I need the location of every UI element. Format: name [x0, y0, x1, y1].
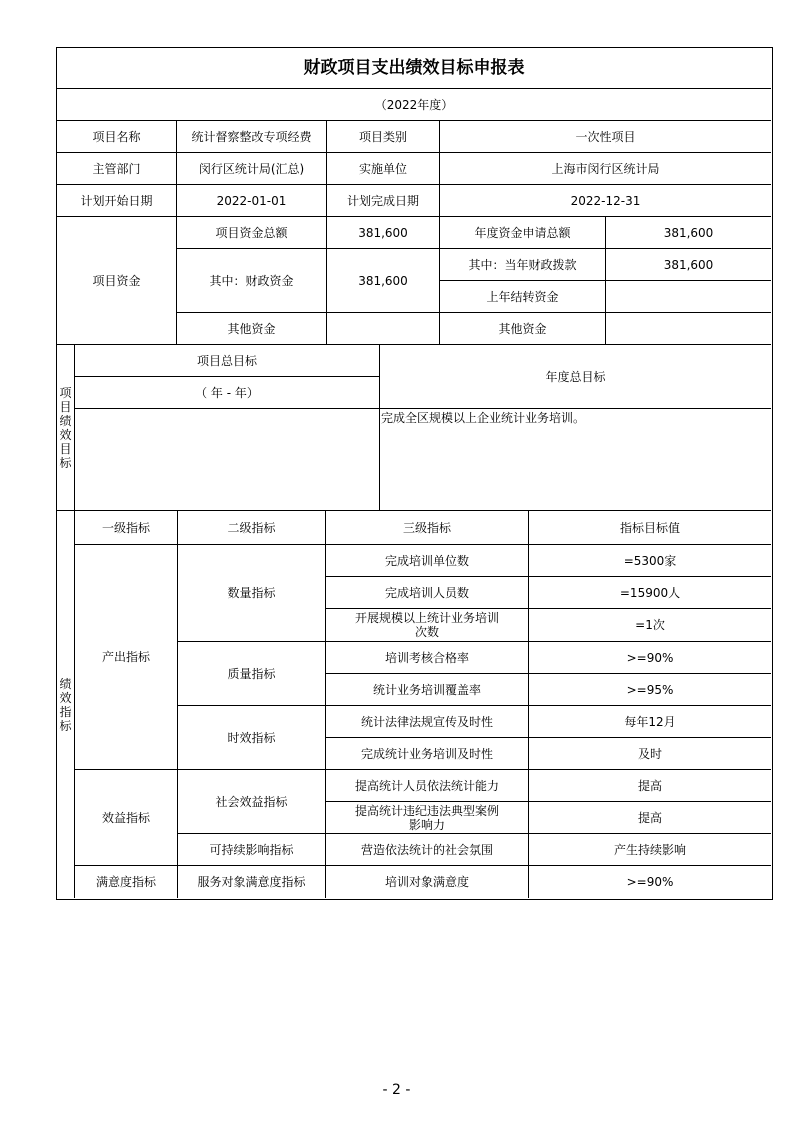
level2-sustainable: 可持续影响指标 [178, 834, 326, 866]
indicator-name: 完成统计业务培训及时性 [326, 738, 529, 770]
indicator-value: 每年12月 [529, 706, 771, 738]
funds-total-label: 项目资金总额 [177, 217, 327, 249]
indicator-value: =5300家 [529, 545, 771, 577]
goal-period: （ 年 - 年） [75, 377, 380, 409]
indicator-name: 完成培训人员数 [326, 577, 529, 609]
indicator-name: 营造依法统计的社会氛围 [326, 834, 529, 866]
indicator-name: 统计法律法规宣传及时性 [326, 706, 529, 738]
funds-carry-value [606, 281, 771, 313]
indicator-name: 统计业务培训覆盖率 [326, 674, 529, 706]
indicator-name: 提高统计人员依法统计能力 [326, 770, 529, 802]
dept-value: 闵行区统计局(汇总) [177, 153, 327, 185]
indicator-value: =1次 [529, 609, 771, 642]
unit-value: 上海市闵行区统计局 [440, 153, 771, 185]
annual-goal-label: 年度总目标 [380, 345, 771, 409]
funds-fiscal-value: 381,600 [327, 249, 440, 313]
start-date-value: 2022-01-01 [177, 185, 327, 217]
unit-label: 实施单位 [327, 153, 440, 185]
level2-service-satisfaction: 服务对象满意度指标 [178, 866, 326, 898]
goals-side-char: 标 [59, 455, 72, 470]
indicator-name: 提高统计违纪违法典型案例影响力 [326, 802, 529, 834]
form-year: （2022年度） [57, 89, 771, 121]
overall-goal-text [75, 409, 380, 511]
funds-other2-value [606, 313, 771, 345]
start-date-label: 计划开始日期 [57, 185, 177, 217]
funds-annual-label: 年度资金申请总额 [440, 217, 606, 249]
level1-satisfaction: 满意度指标 [75, 866, 178, 898]
indicator-value: >=90% [529, 642, 771, 674]
level1-output: 产出指标 [75, 545, 178, 770]
indicator-value: 提高 [529, 802, 771, 834]
indicators-side-label [57, 511, 75, 898]
level2-quality: 质量指标 [178, 642, 326, 706]
header-target: 指标目标值 [529, 511, 771, 545]
funds-other-value [327, 313, 440, 345]
indicator-name: 培训对象满意度 [326, 866, 529, 898]
form-title: 财政项目支出绩效目标申报表 [57, 48, 771, 89]
indicator-name: 培训考核合格率 [326, 642, 529, 674]
dept-label: 主管部门 [57, 153, 177, 185]
indicator-value: =15900人 [529, 577, 771, 609]
indicators-side-char: 绩 [59, 676, 72, 691]
project-name-value: 统计督察整改专项经费 [177, 121, 327, 153]
performance-goal-form [56, 47, 773, 900]
indicator-value: >=90% [626, 875, 674, 889]
goals-side-char: 目 [59, 441, 72, 456]
goals-side-char: 效 [59, 427, 72, 442]
header-level3: 三级指标 [326, 511, 529, 545]
indicator-name: 完成培训单位数 [326, 545, 529, 577]
header-level1: 一级指标 [75, 511, 178, 545]
goals-side-label [57, 345, 75, 511]
indicators-side-char: 标 [59, 718, 72, 733]
indicators-side-char: 指 [59, 704, 72, 719]
page-number: - 2 - [382, 1082, 411, 1098]
level2-social: 社会效益指标 [178, 770, 326, 834]
level2-timeliness: 时效指标 [178, 706, 326, 770]
indicator-value: 产生持续影响 [529, 834, 771, 866]
indicators-side-char: 效 [59, 690, 72, 705]
end-date-value: 2022-12-31 [440, 185, 771, 217]
funds-fiscal-label: 其中：财政资金 [177, 249, 327, 313]
funds-other2-label: 其他资金 [440, 313, 606, 345]
funds-label: 项目资金 [57, 217, 177, 345]
project-type-value: 一次性项目 [440, 121, 771, 153]
indicator-value: 提高 [529, 770, 771, 802]
funds-total-value: 381,600 [327, 217, 440, 249]
overall-goal-label: 项目总目标 [75, 345, 380, 377]
project-type-label: 项目类别 [327, 121, 440, 153]
goals-side-char: 项 [59, 385, 72, 400]
project-name-label: 项目名称 [57, 121, 177, 153]
funds-current-label: 其中：当年财政拨款 [440, 249, 606, 281]
end-date-label: 计划完成日期 [327, 185, 440, 217]
goals-side-char: 绩 [59, 413, 72, 428]
indicator-name: 开展规模以上统计业务培训次数 [326, 609, 529, 642]
indicator-value: >=95% [529, 674, 771, 706]
funds-carry-label: 上年结转资金 [440, 281, 606, 313]
annual-goal-text: 完成全区规模以上企业统计业务培训。 [380, 409, 771, 511]
goals-side-char: 目 [59, 399, 72, 414]
level2-quantity: 数量指标 [178, 545, 326, 642]
funds-annual-value: 381,600 [606, 217, 771, 249]
indicator-value: 及时 [529, 738, 771, 770]
funds-current-value: 381,600 [606, 249, 771, 281]
funds-other-label: 其他资金 [177, 313, 327, 345]
level1-benefit: 效益指标 [75, 770, 178, 866]
header-level2: 二级指标 [178, 511, 326, 545]
